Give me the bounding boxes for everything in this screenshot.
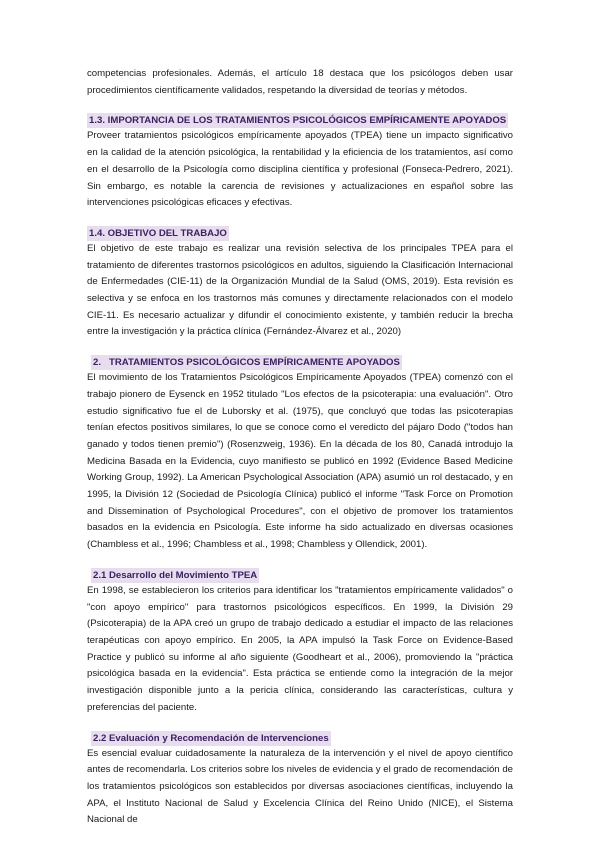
- heading-2: 2. TRATAMIENTOS PSICOLÓGICOS EMPÍRICAMENTE APOYADOS: [93, 357, 400, 369]
- intro-paragraph: competencias profesionales. Además, el artículo 18 destaca que los psicólogos deben usar procedimientos científicamente validados, respetando la diversidad de teorías y métodos.: [87, 68, 513, 96]
- section-1-3-paragraph: Proveer tratamientos psicológicos empíricamente apoyados (TPEA) tiene un impacto significativo en la calidad de la atención psicológica, la rentabilidad y la eficiencia de los tratamientos, así como en el desarrollo de la Psicología como disciplina científica y profesional (Fonseca-Pedrero, 2021). Sin embargo, es notable la carencia de revisiones y actualizaciones en español sobre las intervenciones psicológicas eficaces y efectivas.: [87, 130, 513, 209]
- section-2-1-paragraph: En 1998, se establecieron los criterios para identificar los "tratamientos empíricamente validados" o "con apoyo empírico" para trastornos psicológicos específicos. En 1999, la División 29 (Psicoterapia) de la APA creó un grupo de trabajo dedicado a estudiar el impacto de las relaciones terapéuticas con apoyo empírico. En 2005, la APA impulsó la Task Force on Evidence-Based Practice y publicó su informe al año siguiente (Goodheart et al., 2006), promoviendo la "práctica psicológica basada en la evidencia". Esta práctica se entiende como la integración de la mejor investigación disponible junto a la pericia clínica, considerando las características, cultura y preferencias del paciente.: [87, 584, 513, 713]
- heading-1-4: 1.4. OBJETIVO DEL TRABAJO: [89, 227, 227, 239]
- section-2-2-paragraph: Es esencial evaluar cuidadosamente la naturaleza de la intervención y el nivel de apoyo científico antes de recomendarla. Los criterios sobre los niveles de evidencia y el grado de recomendación de los tratamientos psicológicos son establecidos por diversas asociaciones científicas, incluyendo la APA, el Instituto Nacional de Salud y Excelencia Clínica del Reino Unido (NICE), el Sistema Nacional de: [87, 747, 513, 826]
- heading-1-3: 1.3. IMPORTANCIA DE LOS TRATAMIENTOS PSICOLÓGICOS EMPÍRICAMENTE APOYADOS: [89, 115, 507, 127]
- heading-2-1: 2.1 Desarrollo del Movimiento TPEA: [93, 569, 258, 581]
- heading-2-2: 2.2 Evaluación y Recomendación de Intervenciones: [93, 732, 329, 744]
- section-2-paragraph: El movimiento de los Tratamientos Psicológicos Empíricamente Apoyados (TPEA) comenzó con el trabajo pionero de Eysenck en 1952 titulado "Los efectos de la psicoterapia: una evaluación". Otro estudio significativo fue el de Luborsky et al. (1975), que concluyó que todas las psicoterapias tenían efectos positivos similares, lo que se conoce como el veredicto del pájaro Dodo ("todos han ganado y todos tienen premio") (Rosenzweig, 1936). En la década de los 80, Canadá introdujo la Medicina Basada en la Evidencia, cuyo manifiesto se publicó en 1992 (Evidence Based Medicine Working Group, 1992). La American Psychological Association (APA) asumió un rol destacado, y en 1995, la División 12 (Sociedad de Psicología Clínica) publicó el informe "Task Force on Promotion and Dissemination of Psychological Procedures", con el objetivo de promover los tratamientos basados en la evidencia en Psicología. Este informe ha sido actualizado en diversas ocasiones (Chambless et al., 1996; Chambless et al., 1998; Chambless y Ollendick, 2001).: [87, 372, 513, 551]
- section-1-4-paragraph: El objetivo de este trabajo es realizar una revisión selectiva de los principales TPEA para el tratamiento de diferentes trastornos psicológicos en adultos, siguiendo la Clasificación Internacional de Enfermedades (CIE-11) de la Organización Mundial de la Salud (OMS, 2019). Esta revisión es selectiva y se enfoca en los trastornos más comunes y directamente relacionados con el modelo CIE-11. Es necesario actualizar y difundir el conocimiento existente, y también reducir la brecha entre la investigación y la práctica clínica (Fernández-Álvarez et al., 2020): [87, 242, 513, 338]
